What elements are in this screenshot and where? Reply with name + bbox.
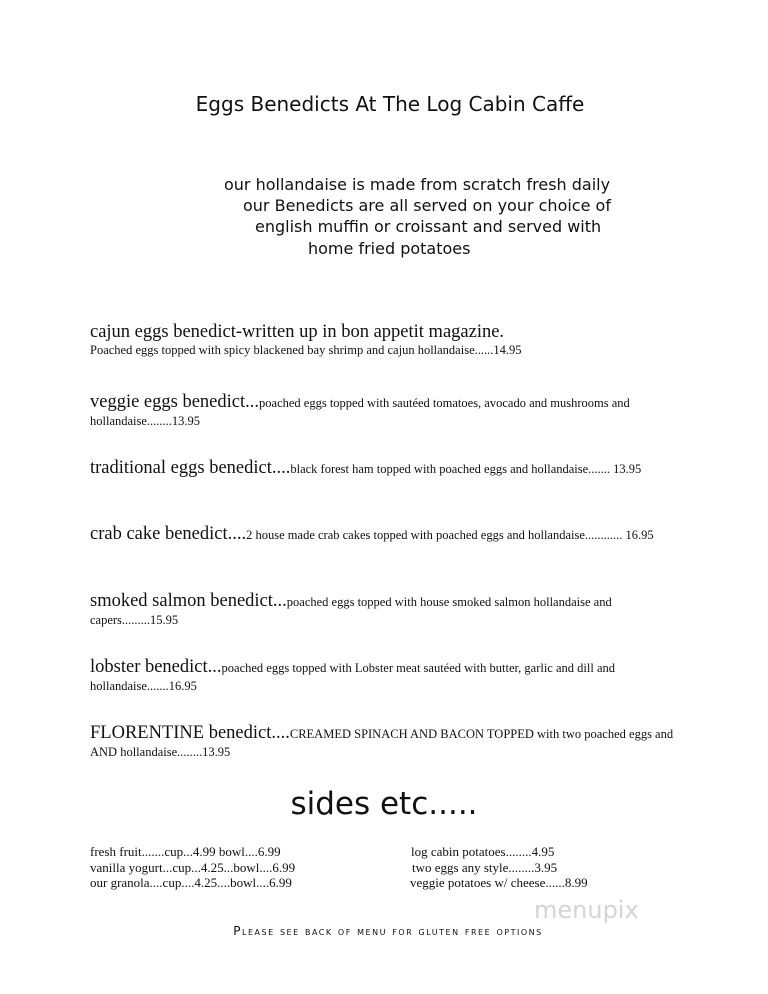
item-description: poached eggs topped with house smoked salmon hollandaise and capers.........15.95 — [90, 595, 612, 627]
menu-item — [90, 724, 690, 761]
item-description: poached eggs topped with Lobster meat sautéed with butter, garlic and dill and hollandaise.......16.95 — [90, 661, 615, 693]
item-description: poached eggs topped with sautéed tomatoes, avocado and mushrooms and hollandaise........13.95 — [90, 396, 630, 428]
menu-title: Eggs Benedicts At The Log Cabin Caffe — [195, 92, 585, 116]
menu-item — [90, 459, 690, 478]
menu-item — [90, 525, 690, 544]
item-description: 2 house made crab cakes topped with poached eggs and hollandaise............ 16.95 — [246, 528, 654, 542]
item-description: black forest ham topped with poached eggs and hollandaise....... 13.95 — [290, 462, 642, 476]
menu-item — [90, 592, 690, 629]
menu-item — [90, 393, 690, 430]
side-item: two eggs any style........3.95 — [412, 860, 558, 875]
intro-line: our Benedicts are all served on your choice of — [243, 196, 611, 215]
sides-heading: sides etc..... — [290, 786, 478, 822]
side-item: our granola....cup....4.25....bowl....6.99 — [90, 875, 292, 890]
side-item: fresh fruit.......cup...4.99 bowl....6.99 — [90, 844, 281, 859]
intro-line: english muffin or croissant and served with — [255, 217, 602, 236]
side-item: vanilla yogurt...cup...4.25...bowl....6.99 — [90, 860, 296, 875]
item-name: smoked salmon benedict... — [90, 591, 287, 611]
item-name: FLORENTINE benedict.... — [90, 723, 290, 743]
watermark: menupix — [534, 896, 639, 924]
menu-item — [90, 658, 690, 695]
side-item: veggie potatoes w/ cheese......8.99 — [410, 875, 588, 890]
item-name: cajun eggs benedict-written up in bon appetit magazine. — [90, 322, 505, 342]
menu-item — [90, 323, 690, 359]
item-name: traditional eggs benedict.... — [90, 458, 291, 478]
side-item: log cabin potatoes........4.95 — [411, 844, 555, 859]
gluten-free-note: Please see back of menu for gluten free options — [233, 924, 543, 938]
item-name: veggie eggs benedict... — [90, 392, 260, 412]
item-name: crab cake benedict.... — [90, 524, 247, 544]
item-name: lobster benedict... — [90, 657, 222, 677]
intro-line: home fried potatoes — [308, 239, 471, 258]
item-description: Poached eggs topped with spicy blackened bay shrimp and cajun hollandaise......14.95 — [90, 343, 522, 357]
item-description: CREAMED SPINACH AND BACON TOPPED with two poached eggs and AND hollandaise........13.95 — [90, 727, 674, 759]
intro-line: our hollandaise is made from scratch fresh daily — [224, 175, 611, 194]
